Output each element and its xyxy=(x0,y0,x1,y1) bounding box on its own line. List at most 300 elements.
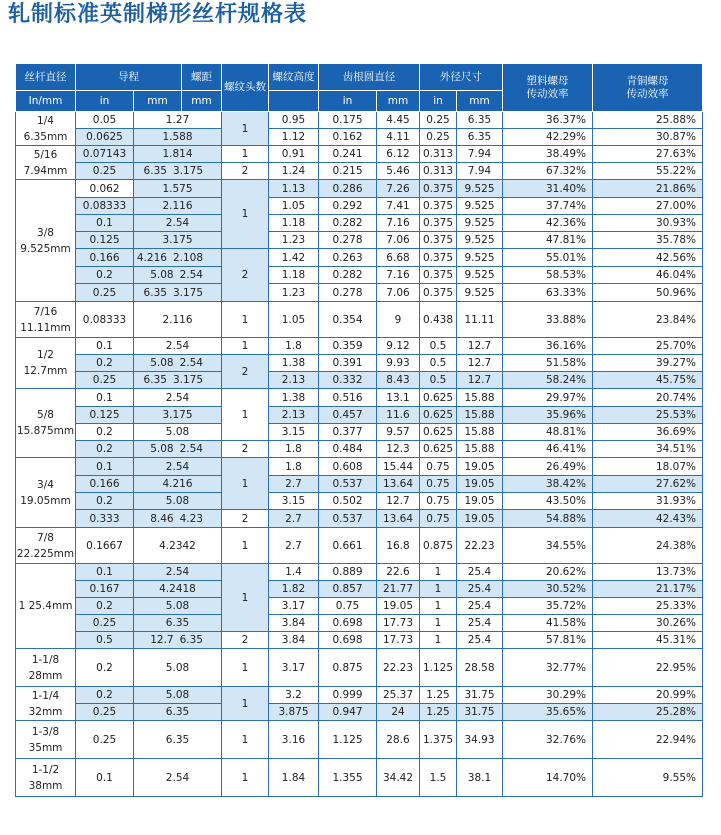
bronze-efficiency-cell: 21.86% xyxy=(593,180,703,198)
thread-height-cell: 3.2 xyxy=(269,687,319,704)
od-in-cell: 0.375 xyxy=(420,232,457,249)
od-mm-cell: 19.05 xyxy=(457,458,503,476)
starts-cell: 1 xyxy=(222,302,269,338)
root-mm-cell: 6.68 xyxy=(377,249,420,267)
lead-mm-cell xyxy=(134,355,222,372)
root-in-cell: 0.377 xyxy=(319,424,377,441)
root-in-cell: 0.661 xyxy=(319,528,377,564)
lead-in-cell: 0.333 xyxy=(76,510,134,528)
od-in-cell: 0.438 xyxy=(420,302,457,338)
plastic-efficiency-cell: 30.52% xyxy=(503,581,593,598)
od-in-cell: 0.313 xyxy=(420,163,457,180)
starts-cell: 2 xyxy=(222,163,269,180)
od-in-cell: 0.625 xyxy=(420,424,457,441)
lead-in-cell: 0.25 xyxy=(76,704,134,721)
bronze-efficiency-cell: 27.62% xyxy=(593,476,703,493)
plastic-efficiency-cell: 33.88% xyxy=(503,302,593,338)
bronze-efficiency-cell: 42.43% xyxy=(593,510,703,528)
od-mm-cell: 6.35 xyxy=(457,112,503,129)
od-in-cell: 0.375 xyxy=(420,284,457,302)
plastic-efficiency-cell: 42.29% xyxy=(503,129,593,146)
plastic-efficiency-cell: 30.29% xyxy=(503,687,593,704)
root-in-cell: 0.354 xyxy=(319,302,377,338)
root-in-cell: 0.698 xyxy=(319,632,377,649)
root-in-cell: 0.484 xyxy=(319,441,377,458)
bronze-efficiency-cell: 55.22% xyxy=(593,163,703,180)
lead-in-cell: 0.2 xyxy=(76,441,134,458)
lead-in-cell: 0.08333 xyxy=(76,198,134,215)
od-in-cell: 0.5 xyxy=(420,338,457,355)
od-in-cell: 1 xyxy=(420,632,457,649)
thread-height-cell: 1.8 xyxy=(269,458,319,476)
lead-mm-cell xyxy=(134,372,222,389)
table-row xyxy=(16,581,703,598)
lead-mm-cell: 2.54 xyxy=(134,759,222,797)
root-in-cell: 0.608 xyxy=(319,458,377,476)
od-mm-cell: 19.05 xyxy=(457,476,503,493)
plastic-efficiency-cell: 58.24% xyxy=(503,372,593,389)
header-root-mm: mm xyxy=(377,91,420,112)
root-mm-cell: 12.3 xyxy=(377,441,420,458)
od-mm-cell: 11.11 xyxy=(457,302,503,338)
starts-cell: 1 xyxy=(222,458,269,510)
plastic-efficiency-cell: 51.58% xyxy=(503,355,593,372)
pitch-mm-value: 2.54 xyxy=(179,357,203,369)
thread-height-cell: 2.7 xyxy=(269,510,319,528)
od-mm-cell: 9.525 xyxy=(457,267,503,284)
root-mm-cell: 28.6 xyxy=(377,721,420,759)
od-in-cell: 0.75 xyxy=(420,476,457,493)
bronze-efficiency-cell: 31.93% xyxy=(593,493,703,510)
bronze-efficiency-cell: 25.70% xyxy=(593,338,703,355)
lead-in-cell: 0.2 xyxy=(76,687,134,704)
size-cell: 3/4 19.05mm xyxy=(16,458,76,528)
od-mm-cell: 31.75 xyxy=(457,687,503,704)
od-in-cell: 1.5 xyxy=(420,759,457,797)
lead-mm-cell: 2.116 xyxy=(134,198,222,215)
root-mm-cell: 9 xyxy=(377,302,420,338)
header-thread-height-blank xyxy=(269,91,319,112)
lead-in-cell: 0.125 xyxy=(76,407,134,424)
lead-in-cell: 0.062 xyxy=(76,180,134,198)
root-in-cell: 0.282 xyxy=(319,267,377,284)
lead-mm-value: 6.35 xyxy=(143,165,167,177)
spec-table xyxy=(15,63,703,797)
lead-in-cell: 0.1 xyxy=(76,458,134,476)
starts-cell: 2 xyxy=(222,441,269,458)
thread-height-cell: 1.42 xyxy=(269,249,319,267)
root-mm-cell: 7.41 xyxy=(377,198,420,215)
root-mm-cell: 22.6 xyxy=(377,564,420,581)
root-mm-cell: 13.1 xyxy=(377,389,420,407)
plastic-efficiency-cell: 20.62% xyxy=(503,564,593,581)
root-mm-cell: 11.6 xyxy=(377,407,420,424)
table-row xyxy=(16,598,703,615)
pitch-mm-value: 3.175 xyxy=(172,374,203,386)
size-cell: 1/4 6.35mm xyxy=(16,112,76,146)
thread-height-cell: 3.15 xyxy=(269,493,319,510)
root-in-cell: 0.698 xyxy=(319,615,377,632)
header-pitch: 螺距 xyxy=(182,64,222,91)
lead-mm-cell: 2.116 xyxy=(134,302,222,338)
plastic-efficiency-cell: 35.65% xyxy=(503,704,593,721)
lead-mm-cell xyxy=(134,632,222,649)
root-mm-cell: 9.12 xyxy=(377,338,420,355)
lead-mm-cell: 4.2418 xyxy=(134,581,222,598)
lead-mm-cell: 5.08 xyxy=(134,424,222,441)
bronze-efficiency-cell: 18.07% xyxy=(593,458,703,476)
plastic-efficiency-cell: 29.97% xyxy=(503,389,593,407)
bronze-efficiency-cell: 13.73% xyxy=(593,564,703,581)
lead-in-cell: 0.2 xyxy=(76,267,134,284)
header-od-mm: mm xyxy=(457,91,503,112)
pitch-mm-value: 6.35 xyxy=(179,634,203,646)
table-row xyxy=(16,112,703,129)
plastic-efficiency-cell: 47.81% xyxy=(503,232,593,249)
od-mm-cell: 15.88 xyxy=(457,389,503,407)
lead-in-cell: 0.25 xyxy=(76,284,134,302)
bronze-efficiency-cell: 39.27% xyxy=(593,355,703,372)
lead-mm-cell xyxy=(134,163,222,180)
root-in-cell: 0.857 xyxy=(319,581,377,598)
od-mm-cell: 7.94 xyxy=(457,163,503,180)
starts-cell: 1 xyxy=(222,649,269,687)
thread-height-cell: 1.18 xyxy=(269,267,319,284)
thread-height-cell: 1.23 xyxy=(269,232,319,249)
od-in-cell: 0.313 xyxy=(420,146,457,163)
starts-cell: 1 xyxy=(222,338,269,355)
od-in-cell: 0.625 xyxy=(420,389,457,407)
root-in-cell: 0.457 xyxy=(319,407,377,424)
plastic-efficiency-cell: 63.33% xyxy=(503,284,593,302)
header-lead-mm: mm xyxy=(134,91,182,112)
od-mm-cell: 6.35 xyxy=(457,129,503,146)
starts-cell: 2 xyxy=(222,510,269,528)
lead-mm-cell: 3.175 xyxy=(134,407,222,424)
bronze-efficiency-cell: 25.28% xyxy=(593,704,703,721)
od-in-cell: 0.75 xyxy=(420,510,457,528)
bronze-efficiency-cell: 50.96% xyxy=(593,284,703,302)
od-mm-cell: 38.1 xyxy=(457,759,503,797)
lead-in-cell: 0.166 xyxy=(76,249,134,267)
root-in-cell: 0.286 xyxy=(319,180,377,198)
od-mm-cell: 22.23 xyxy=(457,528,503,564)
thread-height-cell: 3.875 xyxy=(269,704,319,721)
od-in-cell: 0.625 xyxy=(420,407,457,424)
lead-in-cell: 0.167 xyxy=(76,581,134,598)
od-mm-cell: 12.7 xyxy=(457,372,503,389)
thread-height-cell: 1.23 xyxy=(269,284,319,302)
root-mm-cell: 19.05 xyxy=(377,598,420,615)
table-row xyxy=(16,759,703,797)
plastic-efficiency-cell: 36.16% xyxy=(503,338,593,355)
bronze-efficiency-cell: 42.56% xyxy=(593,249,703,267)
od-mm-cell: 19.05 xyxy=(457,510,503,528)
root-in-cell: 0.947 xyxy=(319,704,377,721)
od-in-cell: 0.5 xyxy=(420,355,457,372)
plastic-efficiency-cell: 38.49% xyxy=(503,146,593,163)
root-mm-cell: 22.23 xyxy=(377,649,420,687)
root-in-cell: 0.241 xyxy=(319,146,377,163)
root-mm-cell: 15.44 xyxy=(377,458,420,476)
root-mm-cell: 8.43 xyxy=(377,372,420,389)
table-row xyxy=(16,284,703,302)
bronze-efficiency-cell: 20.74% xyxy=(593,389,703,407)
header-plastic-efficiency: 塑料螺母传动效率 xyxy=(503,64,593,112)
starts-cell: 1 xyxy=(222,687,269,721)
od-in-cell: 1 xyxy=(420,615,457,632)
thread-height-cell: 1.05 xyxy=(269,302,319,338)
od-mm-cell: 15.88 xyxy=(457,441,503,458)
table-row xyxy=(16,407,703,424)
table-row xyxy=(16,389,703,407)
header-root-in: in xyxy=(319,91,377,112)
od-mm-cell: 7.94 xyxy=(457,146,503,163)
root-mm-cell: 17.73 xyxy=(377,632,420,649)
lead-mm-cell: 2.54 xyxy=(134,564,222,581)
bronze-efficiency-cell: 22.94% xyxy=(593,721,703,759)
thread-height-cell: 2.13 xyxy=(269,372,319,389)
bronze-efficiency-cell: 20.99% xyxy=(593,687,703,704)
table-row xyxy=(16,338,703,355)
root-mm-cell: 4.45 xyxy=(377,112,420,129)
od-in-cell: 0.375 xyxy=(420,215,457,232)
lead-mm-cell: 2.54 xyxy=(134,389,222,407)
pitch-mm-value: 3.175 xyxy=(172,286,203,299)
root-in-cell: 0.332 xyxy=(319,372,377,389)
plastic-efficiency-cell: 35.72% xyxy=(503,598,593,615)
plastic-efficiency-cell: 48.81% xyxy=(503,424,593,441)
od-mm-cell: 25.4 xyxy=(457,598,503,615)
lead-in-cell: 0.1667 xyxy=(76,528,134,564)
root-mm-cell: 9.93 xyxy=(377,355,420,372)
od-in-cell: 0.25 xyxy=(420,129,457,146)
thread-height-cell: 0.91 xyxy=(269,146,319,163)
od-mm-cell: 15.88 xyxy=(457,407,503,424)
plastic-efficiency-cell: 38.42% xyxy=(503,476,593,493)
pitch-mm-value: 2.54 xyxy=(179,269,203,281)
bronze-efficiency-cell: 30.26% xyxy=(593,615,703,632)
thread-height-cell: 2.13 xyxy=(269,407,319,424)
lead-mm-cell: 6.35 xyxy=(134,704,222,721)
root-in-cell: 0.999 xyxy=(319,687,377,704)
plastic-efficiency-cell: 43.50% xyxy=(503,493,593,510)
table-row xyxy=(16,267,703,284)
table-row xyxy=(16,615,703,632)
od-in-cell: 1 xyxy=(420,598,457,615)
od-in-cell: 0.625 xyxy=(420,441,457,458)
thread-height-cell: 3.84 xyxy=(269,632,319,649)
root-in-cell: 0.875 xyxy=(319,649,377,687)
table-row xyxy=(16,528,703,564)
lead-mm-value: 6.35 xyxy=(143,286,167,299)
lead-in-cell: 0.07143 xyxy=(76,146,134,163)
bronze-efficiency-cell: 35.78% xyxy=(593,232,703,249)
root-in-cell: 0.75 xyxy=(319,598,377,615)
od-in-cell: 1 xyxy=(420,581,457,598)
root-in-cell: 1.355 xyxy=(319,759,377,797)
thread-height-cell: 1.84 xyxy=(269,759,319,797)
lead-mm-cell xyxy=(134,510,222,528)
root-in-cell: 0.889 xyxy=(319,564,377,581)
lead-mm-cell: 1.27 xyxy=(134,112,222,129)
bronze-efficiency-cell: 45.75% xyxy=(593,372,703,389)
root-mm-cell: 13.64 xyxy=(377,510,420,528)
od-mm-cell: 25.4 xyxy=(457,581,503,598)
header-starts: 螺纹头数 xyxy=(222,64,269,112)
od-mm-cell: 28.58 xyxy=(457,649,503,687)
thread-height-cell: 1.82 xyxy=(269,581,319,598)
lead-mm-cell: 6.35 xyxy=(134,615,222,632)
table-row xyxy=(16,232,703,249)
lead-mm-cell: 5.08 xyxy=(134,687,222,704)
root-in-cell: 0.292 xyxy=(319,198,377,215)
root-mm-cell: 7.06 xyxy=(377,232,420,249)
size-cell: 7/16 11.11mm xyxy=(16,302,76,338)
table-row xyxy=(16,458,703,476)
od-in-cell: 0.25 xyxy=(420,112,457,129)
starts-cell: 1 xyxy=(222,564,269,632)
lead-in-cell: 0.25 xyxy=(76,721,134,759)
bronze-efficiency-cell: 34.51% xyxy=(593,441,703,458)
lead-in-cell: 0.1 xyxy=(76,759,134,797)
lead-mm-cell: 6.35 xyxy=(134,721,222,759)
pitch-mm-value: 3.175 xyxy=(172,165,203,177)
root-in-cell: 0.278 xyxy=(319,284,377,302)
size-cell: 1-1/8 28mm xyxy=(16,649,76,687)
starts-cell: 2 xyxy=(222,355,269,389)
bronze-efficiency-cell: 30.87% xyxy=(593,129,703,146)
thread-height-cell: 2.7 xyxy=(269,476,319,493)
pitch-mm-value: 2.54 xyxy=(179,443,203,455)
thread-height-cell: 1.8 xyxy=(269,441,319,458)
od-in-cell: 1.25 xyxy=(420,704,457,721)
table-row xyxy=(16,564,703,581)
lead-mm-cell: 4.216 xyxy=(134,476,222,493)
table-row xyxy=(16,215,703,232)
table-row xyxy=(16,632,703,649)
header-size: 丝杆直径 xyxy=(16,64,76,91)
lead-mm-value: 8.46 xyxy=(150,512,174,525)
plastic-efficiency-cell: 14.70% xyxy=(503,759,593,797)
pitch-mm-value: 2.108 xyxy=(172,251,203,264)
root-mm-cell: 7.16 xyxy=(377,267,420,284)
od-mm-cell: 9.525 xyxy=(457,249,503,267)
lead-mm-cell xyxy=(134,267,222,284)
lead-mm-cell: 2.54 xyxy=(134,338,222,355)
table-row xyxy=(16,372,703,389)
plastic-efficiency-cell: 32.76% xyxy=(503,721,593,759)
lead-in-cell: 0.1 xyxy=(76,215,134,232)
lead-mm-cell: 2.54 xyxy=(134,458,222,476)
root-mm-cell: 7.26 xyxy=(377,180,420,198)
lead-in-cell: 0.08333 xyxy=(76,302,134,338)
od-in-cell: 0.375 xyxy=(420,267,457,284)
header-lead: 导程 xyxy=(76,64,182,91)
bronze-efficiency-cell: 27.63% xyxy=(593,146,703,163)
od-in-cell: 1.25 xyxy=(420,687,457,704)
bronze-efficiency-cell: 45.31% xyxy=(593,632,703,649)
starts-cell: 1 xyxy=(222,528,269,564)
table-row xyxy=(16,129,703,146)
lead-in-cell: 0.25 xyxy=(76,163,134,180)
root-in-cell: 0.359 xyxy=(319,338,377,355)
plastic-efficiency-cell: 41.58% xyxy=(503,615,593,632)
root-mm-cell: 12.7 xyxy=(377,493,420,510)
root-mm-cell: 16.8 xyxy=(377,528,420,564)
bronze-efficiency-cell: 9.55% xyxy=(593,759,703,797)
lead-mm-value: 5.08 xyxy=(150,357,174,369)
size-cell: 5/8 15.875mm xyxy=(16,389,76,458)
lead-in-cell: 0.166 xyxy=(76,476,134,493)
lead-mm-cell xyxy=(134,441,222,458)
od-in-cell: 0.375 xyxy=(420,249,457,267)
thread-height-cell: 1.24 xyxy=(269,163,319,180)
od-in-cell: 1.125 xyxy=(420,649,457,687)
od-mm-cell: 9.525 xyxy=(457,180,503,198)
plastic-efficiency-cell: 42.36% xyxy=(503,215,593,232)
lead-mm-value: 5.08 xyxy=(150,443,174,455)
table-row xyxy=(16,476,703,493)
plastic-efficiency-cell: 26.49% xyxy=(503,458,593,476)
starts-cell: 1 xyxy=(222,112,269,146)
header-size-unit: In/mm xyxy=(16,91,76,112)
header-root-diameter: 齿根圆直径 xyxy=(319,64,420,91)
root-in-cell: 1.125 xyxy=(319,721,377,759)
thread-height-cell: 3.16 xyxy=(269,721,319,759)
bronze-efficiency-cell: 30.93% xyxy=(593,215,703,232)
size-cell: 1/2 12.7mm xyxy=(16,338,76,389)
lead-mm-cell: 2.54 xyxy=(134,215,222,232)
table-row xyxy=(16,721,703,759)
root-in-cell: 0.391 xyxy=(319,355,377,372)
plastic-efficiency-cell: 54.88% xyxy=(503,510,593,528)
table-row xyxy=(16,493,703,510)
table-header xyxy=(16,64,703,112)
lead-in-cell: 0.25 xyxy=(76,615,134,632)
starts-cell: 2 xyxy=(222,249,269,302)
header-od-in: in xyxy=(420,91,457,112)
plastic-efficiency-cell: 34.55% xyxy=(503,528,593,564)
lead-mm-cell: 4.2342 xyxy=(134,528,222,564)
bronze-efficiency-cell: 24.38% xyxy=(593,528,703,564)
od-mm-cell: 9.525 xyxy=(457,232,503,249)
thread-height-cell: 3.17 xyxy=(269,598,319,615)
lead-mm-cell: 1.814 xyxy=(134,146,222,163)
table-row xyxy=(16,355,703,372)
table-row xyxy=(16,687,703,704)
table-row xyxy=(16,704,703,721)
root-in-cell: 0.537 xyxy=(319,510,377,528)
od-in-cell: 1.375 xyxy=(420,721,457,759)
table-row xyxy=(16,649,703,687)
plastic-efficiency-cell: 37.74% xyxy=(503,198,593,215)
thread-height-cell: 1.12 xyxy=(269,129,319,146)
root-mm-cell: 6.12 xyxy=(377,146,420,163)
lead-mm-value: 5.08 xyxy=(150,269,174,281)
table-row xyxy=(16,198,703,215)
size-cell: 1-3/8 35mm xyxy=(16,721,76,759)
table-body xyxy=(16,112,703,797)
root-mm-cell: 5.46 xyxy=(377,163,420,180)
od-in-cell: 1 xyxy=(420,564,457,581)
thread-height-cell: 1.4 xyxy=(269,564,319,581)
plastic-efficiency-cell: 36.37% xyxy=(503,112,593,129)
od-in-cell: 0.375 xyxy=(420,180,457,198)
od-mm-cell: 9.525 xyxy=(457,284,503,302)
root-in-cell: 0.175 xyxy=(319,112,377,129)
lead-in-cell: 0.05 xyxy=(76,112,134,129)
